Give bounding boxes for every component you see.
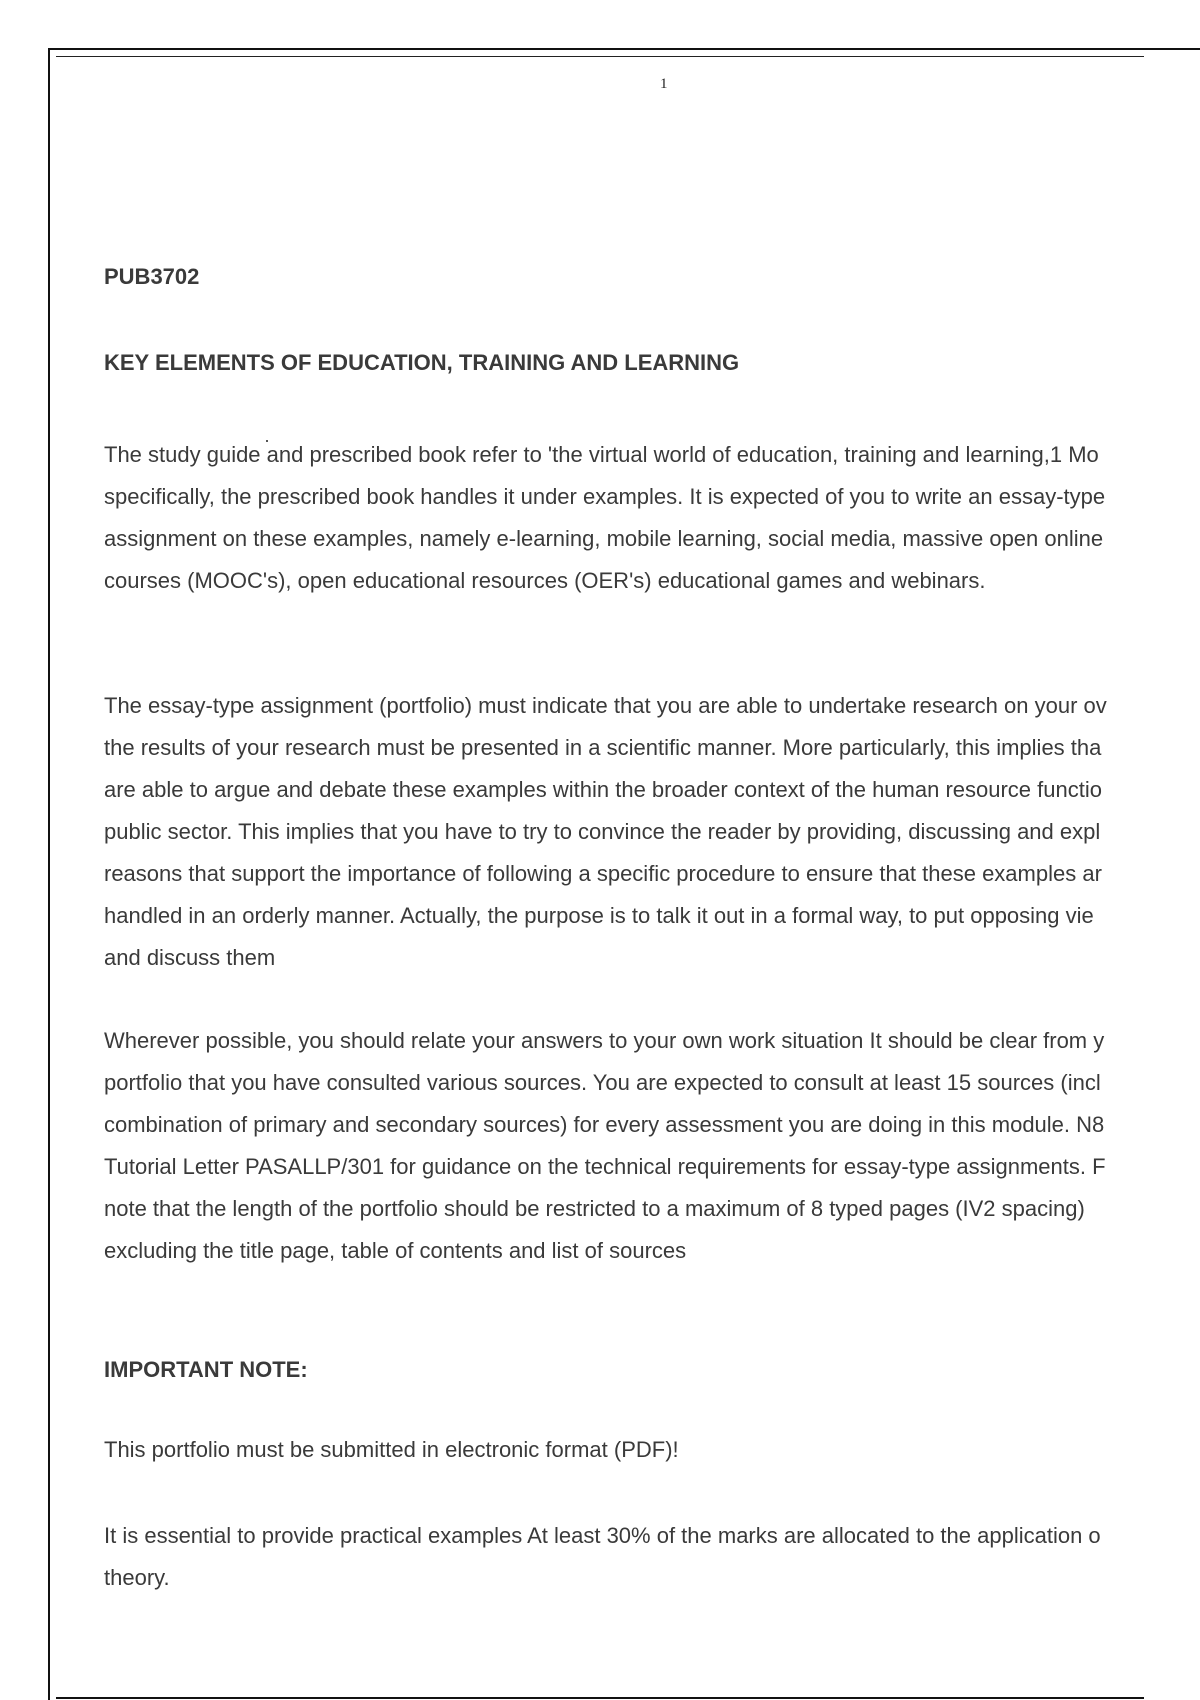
paragraph-line: It is essential to provide practical examples At least 30% of the marks are allocated to the application o [104,1523,1101,1548]
paragraph-line: theory. [104,1565,170,1590]
paragraph-line: are able to argue and debate these examples within the broader context of the human resource functio [104,777,1102,802]
module-code: PUB3702 [104,264,200,289]
paragraph-line: public sector. This implies that you have to try to convince the reader by providing, discussing and expl [104,819,1101,844]
paragraph-line: handled in an orderly manner. Actually, the purpose is to talk it out in a formal way, to put opposing vie [104,903,1094,928]
paragraph-line: and discuss them [104,945,276,970]
paragraph-intro [104,434,1200,602]
page-border-left [48,48,50,1700]
paragraph-essay-requirements [104,685,1200,979]
page-border-top [48,48,1200,50]
important-note-heading: IMPORTANT NOTE: [104,1357,308,1382]
note-paragraph-pdf [104,1429,1200,1471]
paragraph-line: The essay-type assignment (portfolio) must indicate that you are able to undertake research on your ov [104,693,1107,718]
document-body [104,262,1200,1599]
paragraph-line: Wherever possible, you should relate your answers to your own work situation It should be clear from y [104,1028,1105,1053]
page-border-bottom [56,1697,1144,1699]
paragraph-line: excluding the title page, table of contents and list of sources [104,1238,687,1263]
paragraph-line: note that the length of the portfolio should be restricted to a maximum of 8 typed pages (IV2 spacing) [104,1196,1085,1221]
paragraph-line: specifically, the prescribed book handles it under examples. It is expected of you to write an essay-type [104,484,1106,509]
paragraph-line: Tutorial Letter PASALLP/301 for guidance on the technical requirements for essay-type assignments. F [104,1154,1106,1179]
paragraph-line: portfolio that you have consulted various sources. You are expected to consult at least 15 sources (incl [104,1070,1101,1095]
paragraph-line: courses (MOOC's), open educational resources (OER's) educational games and webinars. [104,568,986,593]
paragraph-line: assignment on these examples, namely e-learning, mobile learning, social media, massive open online [104,526,1104,551]
module-title: KEY ELEMENTS OF EDUCATION, TRAINING AND LEARNING [104,350,740,375]
paragraph-line: combination of primary and secondary sources) for every assessment you are doing in this module. N8 [104,1112,1105,1137]
paragraph-line: the results of your research must be presented in a scientific manner. More particularly, this implies tha [104,735,1102,760]
note-paragraph-practical [104,1515,1200,1599]
page-border-top-inner [56,56,1144,57]
paragraph-line: The study guide and prescribed book refer to 'the virtual world of education, training and learning,1 Mo [104,442,1099,467]
paragraph-sources [104,1020,1200,1272]
page-number: 1 [660,76,668,92]
paragraph-line: This portfolio must be submitted in electronic format (PDF)! [104,1437,679,1462]
paragraph-line: reasons that support the importance of following a specific procedure to ensure that these examples ar [104,861,1102,886]
